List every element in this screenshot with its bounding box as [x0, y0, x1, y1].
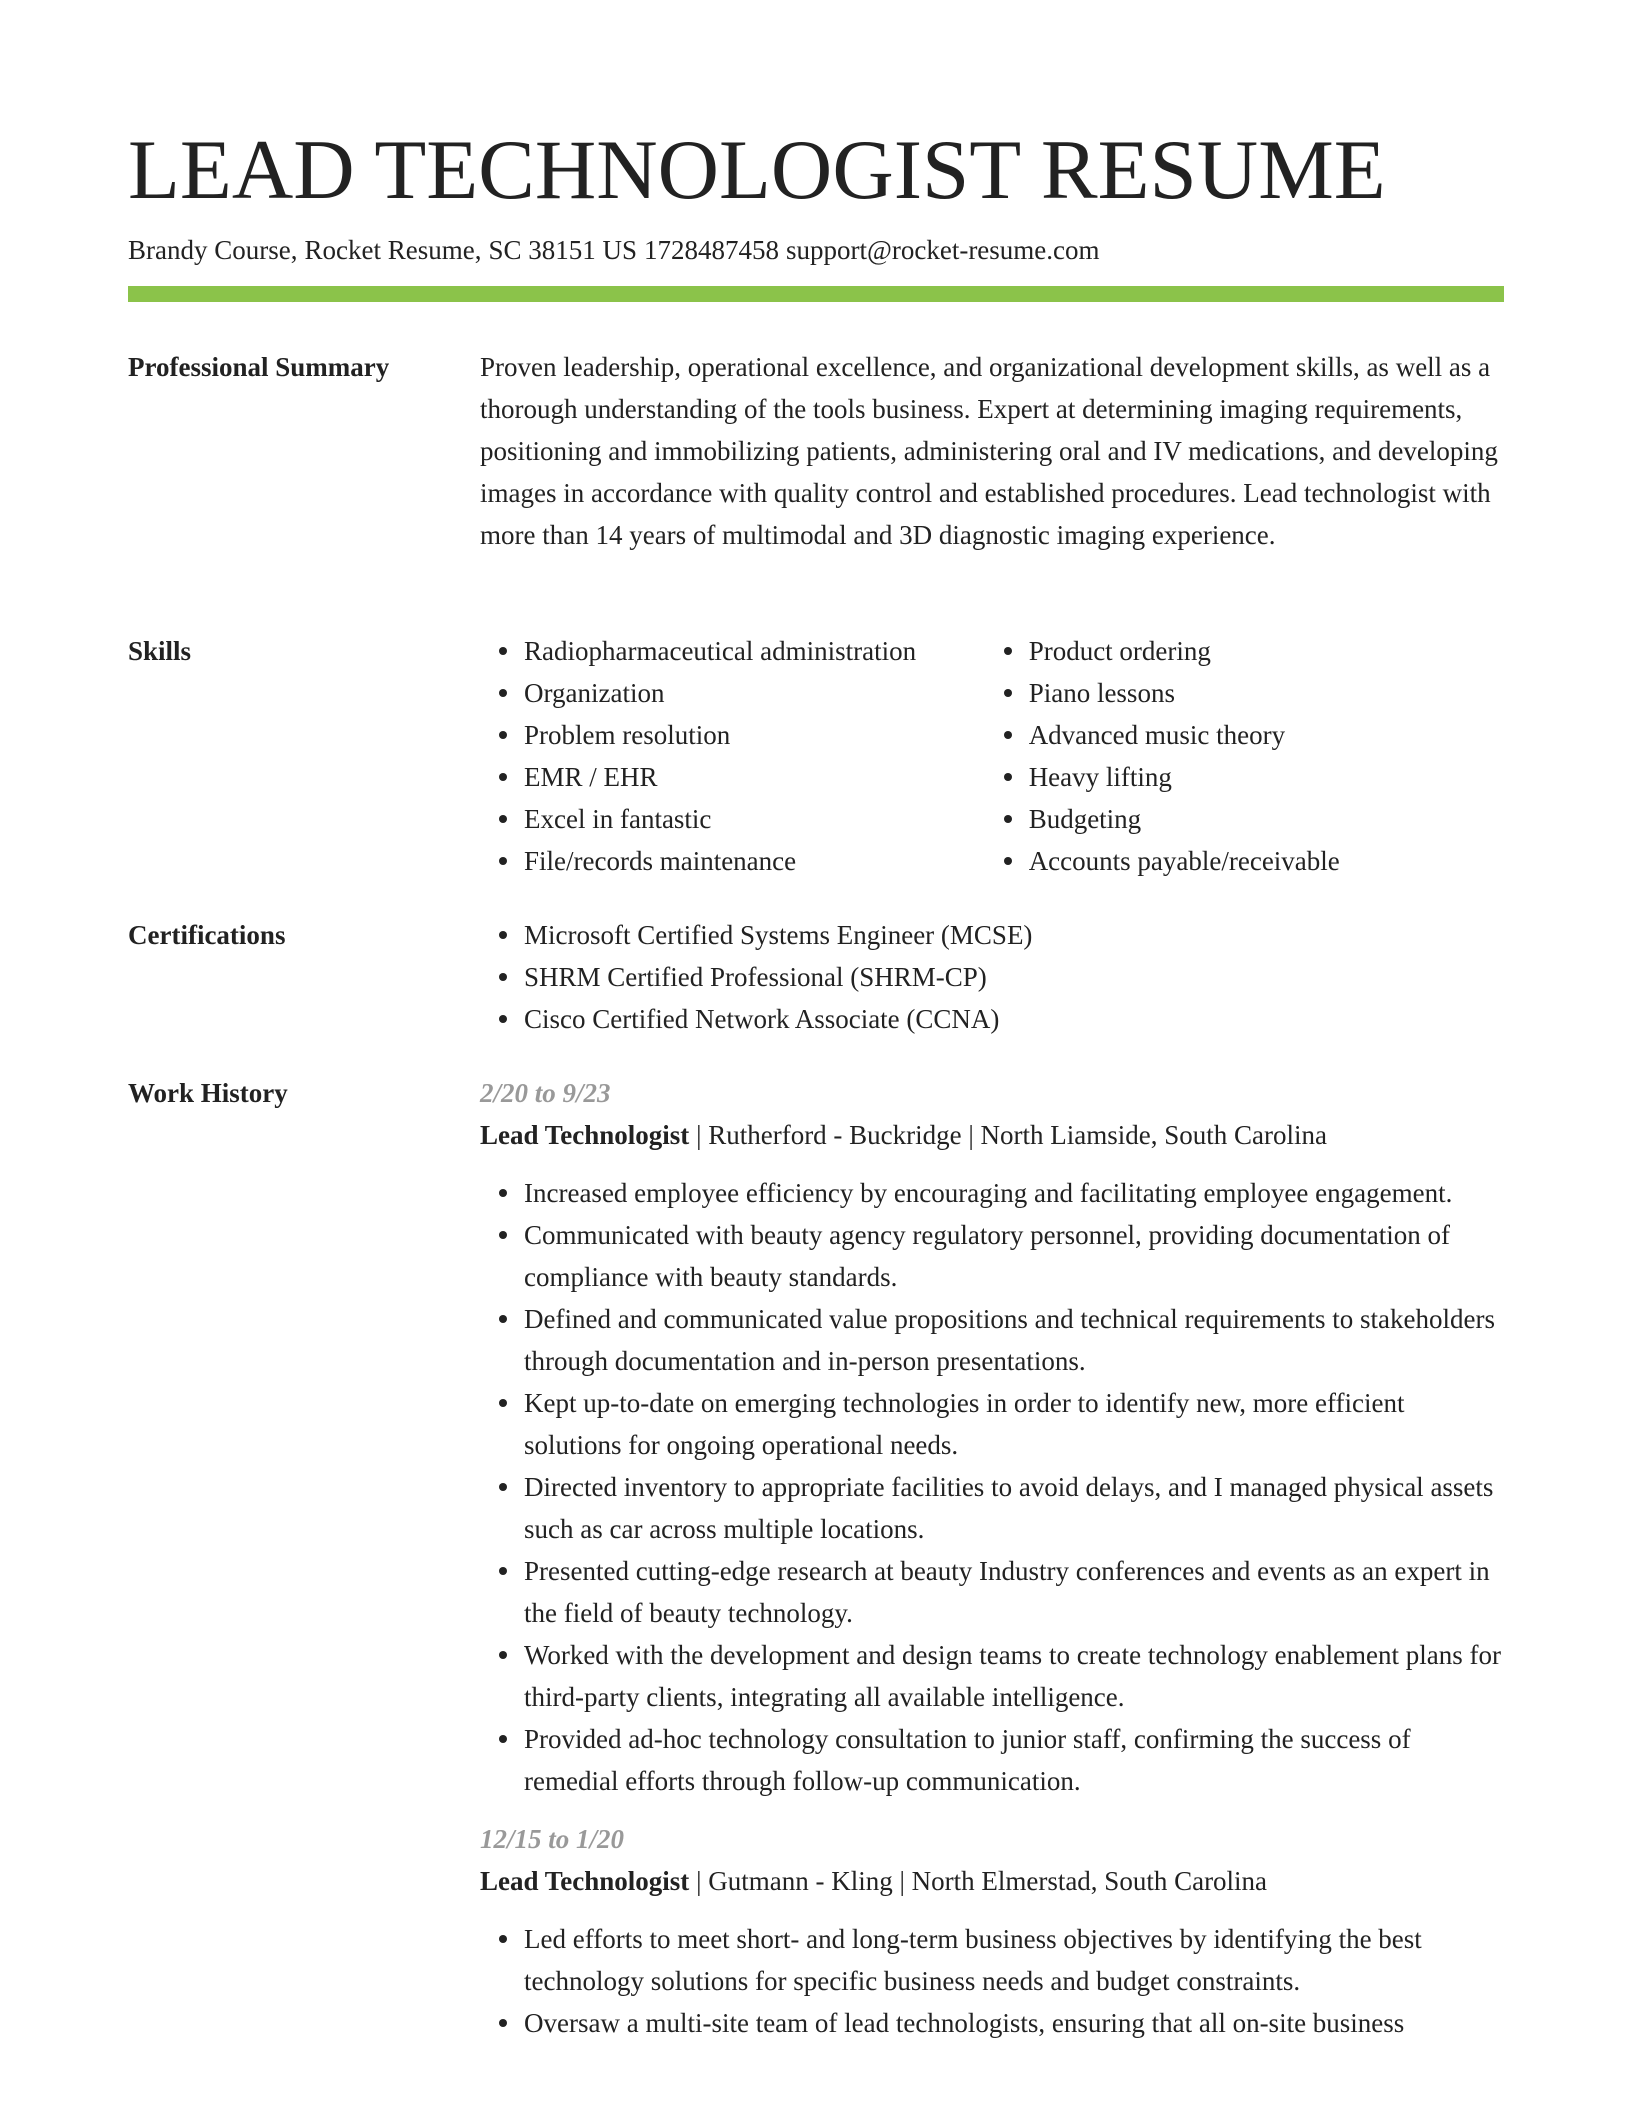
skill-item: Piano lessons: [1029, 672, 1504, 714]
skills-list-column-1: [480, 630, 985, 882]
job-role: Lead Technologist: [480, 1866, 690, 1896]
job-bullet: Provided ad-hoc technology consultation to junior staff, confirming the success of remedial efforts through follow-up communication.: [524, 1718, 1504, 1802]
contact-line: [128, 232, 1100, 268]
job-entry: [480, 1818, 1504, 2044]
work-history-body: [480, 1072, 1504, 2044]
work-history-heading: Work History: [128, 1078, 288, 1108]
skill-item: Accounts payable/receivable: [1029, 840, 1504, 882]
summary-body: [480, 346, 1504, 556]
skills-body: [480, 630, 1504, 882]
job-bullet: Oversaw a multi-site team of lead technologists, ensuring that all on-site business: [524, 2002, 1504, 2044]
skill-item: Advanced music theory: [1029, 714, 1504, 756]
skill-item: Radiopharmaceutical administration: [524, 630, 985, 672]
skill-item: Excel in fantastic: [524, 798, 985, 840]
job-dates: 2/20 to 9/23: [480, 1078, 611, 1108]
skill-item: Heavy lifting: [1029, 756, 1504, 798]
skill-item: Product ordering: [1029, 630, 1504, 672]
job-bullet: Worked with the development and design teams to create technology enablement plans for third-party clients, integrating all available intelligence.: [524, 1634, 1504, 1718]
skill-item: EMR / EHR: [524, 756, 985, 798]
job-bullet-list: [480, 1918, 1504, 2044]
job-bullet: Communicated with beauty agency regulatory personnel, providing documentation of compliance with beauty standards.: [524, 1214, 1504, 1298]
job-bullet-list: [480, 1172, 1504, 1802]
job-bullet: Directed inventory to appropriate facilities to avoid delays, and I managed physical assets such as car across multiple locations.: [524, 1466, 1504, 1550]
contact-name: Brandy Course,: [128, 235, 298, 265]
skills-list-column-2: [985, 630, 1504, 882]
contact-phone: 1728487458: [644, 235, 779, 265]
summary-text: Proven leadership, operational excellence, and organizational development skills, as well as a thorough understanding of the tools business. Expert at determining imaging requirements, positioning and immobilizing patients, administering oral and IV medications, and developing images in accordance with quality control and established procedures. Lead technologist with more than 14 years of multimodal and 3D diagnostic imaging experience.: [480, 352, 1498, 550]
contact-location: SC 38151 US: [488, 235, 637, 265]
job-heading: [480, 1860, 1504, 1902]
summary-heading: Professional Summary: [128, 352, 390, 382]
job-employer-location: | Gutmann - Kling | North Elmerstad, South Carolina: [689, 1866, 1268, 1896]
skill-item: Budgeting: [1029, 798, 1504, 840]
job-role: Lead Technologist: [480, 1120, 690, 1150]
job-heading: [480, 1114, 1504, 1156]
job-bullet: Kept up-to-date on emerging technologies in order to identify new, more efficient solutions for ongoing operational needs.: [524, 1382, 1504, 1466]
contact-email: support@rocket-resume.com: [786, 235, 1100, 265]
certification-item: SHRM Certified Professional (SHRM-CP): [524, 956, 1504, 998]
job-bullet: Presented cutting-edge research at beauty Industry conferences and events as an expert in the field of beauty technology.: [524, 1550, 1504, 1634]
certifications-list: [480, 914, 1504, 1040]
job-bullet: Defined and communicated value propositions and technical requirements to stakeholders through documentation and in-person presentations.: [524, 1298, 1504, 1382]
job-entry: [480, 1072, 1504, 1802]
job-bullet: Led efforts to meet short- and long-term business objectives by identifying the best technology solutions for specific business needs and budget constraints.: [524, 1918, 1504, 2002]
job-employer-location: | Rutherford - Buckridge | North Liamside, South Carolina: [689, 1120, 1328, 1150]
certifications-heading: Certifications: [128, 920, 286, 950]
certifications-body: [480, 914, 1504, 1040]
certification-item: Microsoft Certified Systems Engineer (MCSE): [524, 914, 1504, 956]
header-divider: [128, 286, 1504, 302]
certification-item: Cisco Certified Network Associate (CCNA): [524, 998, 1504, 1040]
resume-title: LEAD TECHNOLOGIST RESUME: [128, 123, 1386, 217]
contact-company: Rocket Resume,: [304, 235, 482, 265]
job-bullet: Increased employee efficiency by encouraging and facilitating employee engagement.: [524, 1172, 1504, 1214]
skill-item: Problem resolution: [524, 714, 985, 756]
skill-item: Organization: [524, 672, 985, 714]
job-dates: 12/15 to 1/20: [480, 1824, 625, 1854]
skills-heading: Skills: [128, 636, 192, 666]
skill-item: File/records maintenance: [524, 840, 985, 882]
